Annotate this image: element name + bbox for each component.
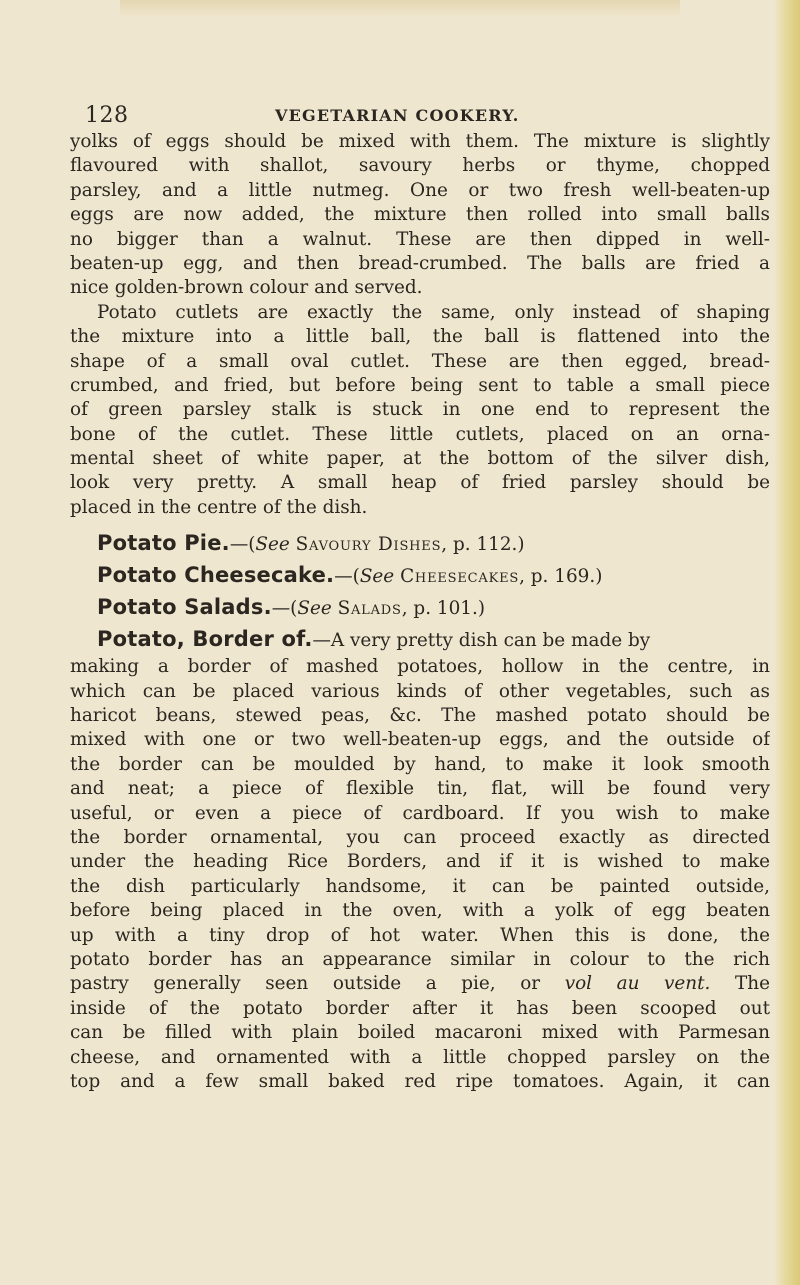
text-line: inside of the potato border after it has been scooped out — [70, 997, 770, 1019]
text-line: beaten-up egg, and then bread-crumbed. The balls are fried a — [70, 252, 770, 274]
text-line: the dish particularly handsome, it can be painted outside, — [70, 875, 770, 897]
entry-title: Potato Cheesecake. — [97, 563, 335, 588]
text-line: which can be placed various kinds of other vegetables, such as — [70, 680, 770, 702]
text-line: mixed with one or two well-beaten-up eggs, and the outside of — [70, 729, 770, 751]
page-number: 128 — [85, 103, 129, 128]
entry-title: Potato, Border of. — [97, 627, 313, 652]
text-line: under the heading Rice Borders, and if it is wished to make — [70, 851, 770, 873]
text-line: up with a tiny drop of hot water. When this is done, the — [70, 924, 770, 946]
text-line: flavoured with shallot, savoury herbs or thyme, chopped — [70, 155, 770, 177]
text-line: mental sheet of white paper, at the bottom of the silver dish, — [70, 448, 770, 470]
paper-stain — [120, 0, 680, 18]
text-line: eggs are now added, the mixture then rolled into small balls — [70, 204, 770, 226]
text-line: potato border has an appearance similar in colour to the rich — [70, 948, 770, 970]
text-line: look very pretty. A small heap of fried parsley should be — [70, 472, 770, 494]
cross-reference: Savoury Dishes — [295, 534, 442, 556]
text-line: of green parsley stalk is stuck in one end to represent the — [70, 399, 770, 421]
text-line: crumbed, and fried, but before being sent to table a small piece — [70, 374, 770, 396]
text-line: useful, or even a piece of cardboard. If you wish to make — [70, 802, 770, 824]
text-line: parsley, and a little nutmeg. One or two fresh well-beaten-up — [70, 179, 770, 201]
page-header — [85, 103, 755, 133]
cross-reference: Cheesecakes — [400, 566, 520, 588]
body-text — [70, 130, 770, 1094]
entry-potato-cheesecake: Potato Cheesecake.—(See Cheesecakes, p. 169.) — [97, 563, 603, 588]
entry-potato-border: Potato, Border of.—A very pretty dish can be made by — [97, 627, 651, 652]
text-line: the mixture into a little ball, the ball is flattened into the — [70, 326, 770, 348]
text-line: the border ornamental, you can proceed exactly as directed — [70, 826, 770, 848]
text-line: can be filled with plain boiled macaroni mixed with Parmesan — [70, 1022, 770, 1044]
text-line: cheese, and ornamented with a little chopped parsley on the — [70, 1046, 770, 1068]
text-line: making a border of mashed potatoes, hollow in the centre, in — [70, 656, 770, 678]
text-line: bone of the cutlet. These little cutlets, placed on an orna- — [70, 423, 770, 445]
text-line: before being placed in the oven, with a yolk of egg beaten — [70, 900, 770, 922]
text-line: the border can be moulded by hand, to make it look smooth — [70, 753, 770, 775]
entry-potato-pie: Potato Pie.—(See Savoury Dishes, p. 112.) — [97, 531, 525, 556]
running-title: VEGETARIAN COOKERY. — [275, 106, 520, 125]
text-line: placed in the centre of the dish. — [70, 496, 368, 518]
page-edge — [774, 0, 800, 1285]
text-line: shape of a small oval cutlet. These are then egged, bread- — [70, 350, 770, 372]
text-line: haricot beans, stewed peas, &c. The mashed potato should be — [70, 705, 770, 727]
text-line: nice golden-brown colour and served. — [70, 277, 423, 299]
text-line: yolks of eggs should be mixed with them. The mixture is slightly — [70, 131, 770, 152]
text-line-vol-au-vent: pastry generally seen outside a pie, or vol au vent. The — [70, 973, 770, 995]
italic-phrase: vol au vent. — [564, 973, 711, 995]
entry-title: Potato Salads. — [97, 595, 272, 620]
cross-reference: Salads — [337, 598, 402, 620]
text-line: and neat; a piece of flexible tin, flat, will be found very — [70, 778, 770, 800]
entry-title: Potato Pie. — [97, 531, 230, 556]
text-line: top and a few small baked red ripe tomatoes. Again, it can — [70, 1070, 770, 1092]
text-line: Potato cutlets are exactly the same, only instead of shaping — [97, 301, 770, 323]
text-line: no bigger than a walnut. These are then dipped in well- — [70, 228, 770, 250]
entry-potato-salads: Potato Salads.—(See Salads, p. 101.) — [97, 595, 486, 620]
